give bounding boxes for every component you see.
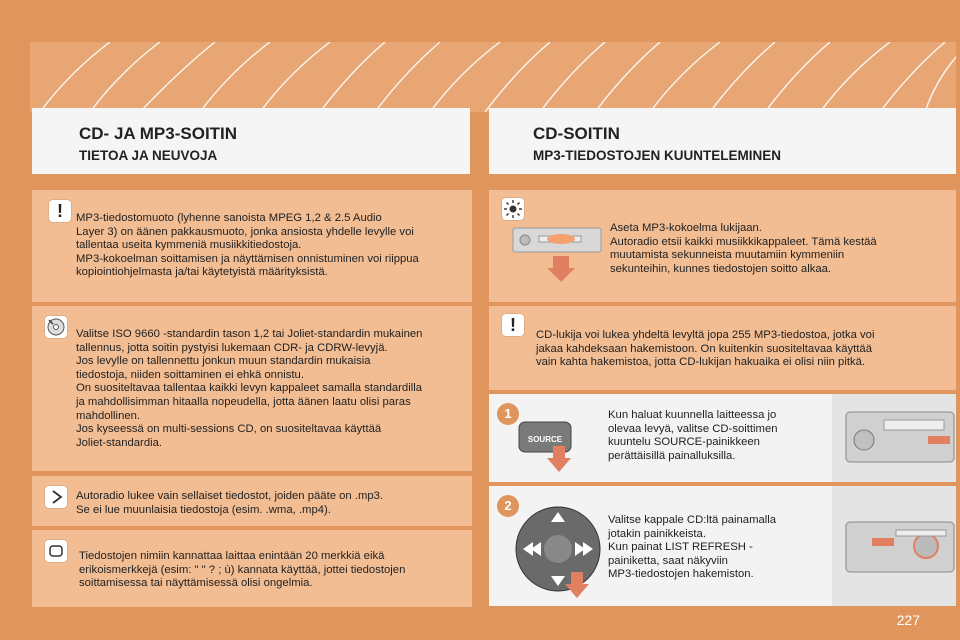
right-header [489, 108, 956, 174]
left-panel-text: Valitse ISO 9660 -standardin tason 1,2 tai Joliet-standardin mukainen tallennus, jotta soitin pystyisi lukemaan CDR- ja CDRW-levyjä. Jos levylle on tallennettu jonkun muun standardin mukaisia tiedostoja, niiden soittaminen ei ehkä onnistu. On suositeltavaa tallentaa kaikki levyn kappaleet samalla standardilla ja mahdollisimman hitaalla nopeudella, jotta äänen laatu olisi paras mahdollinen. Jos kyseessä on multi-sessions CD, on suositeltavaa käyttää Joliet-standardia. [76, 328, 423, 449]
decorative-lines [30, 42, 956, 112]
right-panel-text: CD-lukija voi lukea yhdeltä levyltä jopa 255 MP3-tiedostoa, jotka voi jakaa kahdeksaan hakemistoon. On kuitenkin suositeltavaa käyttää vain kahta hakemistoa, jotta CD-lukijan hakuaika ei olisi niin pitkä. [536, 329, 875, 369]
right-panel-text: Aseta MP3-kokoelma lukijaan. Autoradio etsii kaikki musiikkikappaleet. Tämä kestää muutamista sekunneista muutamiin kymmeniin sekunteihin, kunnes tiedostojen soitto alkaa. [610, 222, 877, 275]
left-panel-file-names [32, 530, 472, 607]
radio-panel-illustration [832, 486, 956, 606]
step-number: 1 [497, 403, 519, 425]
svg-text:SOURCE: SOURCE [527, 435, 563, 444]
right-title: CD-SOITIN [533, 124, 620, 143]
right-panel-file-limit [489, 306, 956, 390]
right-panel-text: Kun haluat kuunnella laitteessa jo olevaa levyä, valitse CD-soittimen kuuntelu SOURCE-painikkeen perättäisillä painalluksilla. [608, 409, 778, 462]
left-title: CD- JA MP3-SOITIN [79, 124, 238, 143]
rounded-square-icon [45, 540, 67, 562]
left-panel-iso-standard [32, 306, 472, 471]
left-panel-mp3-format [32, 190, 472, 302]
right-subtitle: MP3-TIEDOSTOJEN KUUNTELEMINEN [533, 148, 782, 163]
right-panel-step-1 [489, 394, 956, 482]
radio-panel-illustration [832, 394, 956, 482]
right-panel-text: Valitse kappale CD:ltä painamalla jotakin painikkeista. Kun painat LIST REFRESH - painiketta, saat näkyviin MP3-tiedostojen hakemiston. [608, 514, 777, 581]
radio-unit-illustration [511, 224, 603, 284]
exclamation-icon [502, 314, 524, 336]
left-subtitle: TIETOA JA NEUVOJA [79, 148, 218, 163]
cd-icon [45, 316, 67, 338]
sun-icon [502, 198, 524, 220]
step-number: 2 [497, 495, 519, 517]
right-panel-step-2 [489, 486, 956, 606]
source-button-illustration [517, 416, 575, 474]
left-panel-text: Tiedostojen nimiin kannattaa laittaa enintään 20 merkkiä eikä erikoismerkkejä (esim: " " ? ; ù) kannata käyttää, jottei tiedostojen soittamisessa tai näyttämisessä olisi ongelmia. [79, 550, 406, 590]
navigation-pad-illustration [513, 504, 607, 598]
left-panel-text: Autoradio lukee vain sellaiset tiedostot, joiden pääte on .mp3. Se ei lue muunlaisia tiedostoja (esim. .wma, .mp4). [76, 490, 384, 516]
left-header [32, 108, 470, 174]
page-number: 227 [896, 612, 920, 628]
left-panel-text: MP3-tiedostomuoto (lyhenne sanoista MPEG 1,2 & 2.5 Audio Layer 3) on äänen pakkausmuoto, jonka ansiosta yhdelle levylle voi tallentaa useita kymmeniä musiikkitiedostoja. MP3-kokoelman soittamisen ja näyttämisen onnistuminen voi riippua kopiointiohjelmasta ja/tai käytetyistä määrityksistä. [76, 212, 419, 279]
exclamation-icon [49, 200, 71, 222]
right-panel-insert-collection [489, 190, 956, 302]
left-panel-file-extension [32, 476, 472, 526]
play-icon [45, 486, 67, 508]
